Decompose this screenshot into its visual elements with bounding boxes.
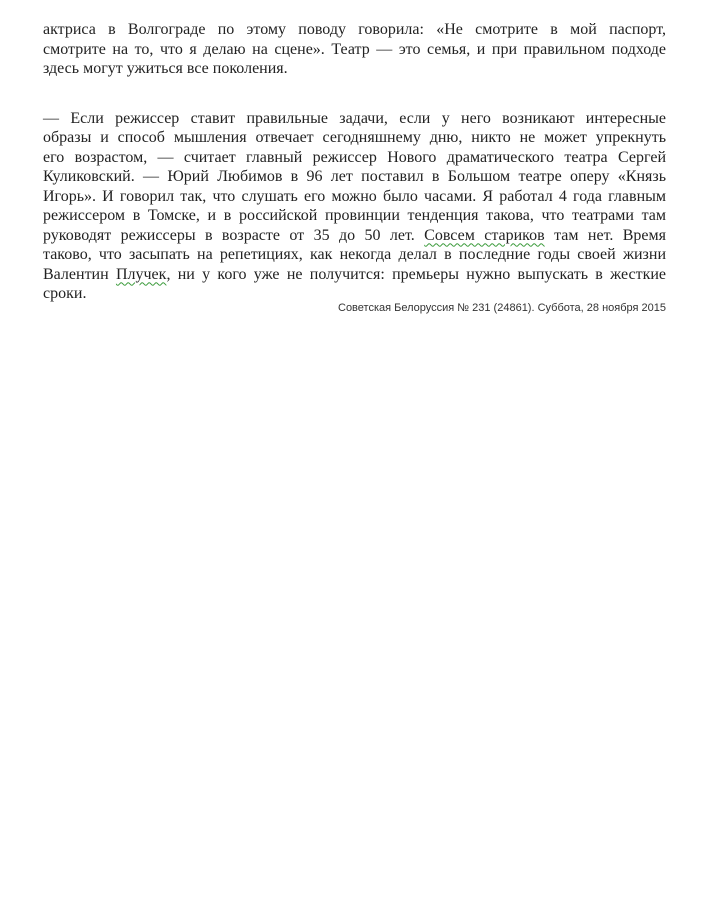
paragraph-1-line-2: смотрите на то, что я делаю на сцене». Театр — это семья, и при правильном подходе xyxy=(43,40,666,58)
line-9-text-c: , ни у кого уже не получится: премьеры нужно выпускать в жесткие xyxy=(166,265,667,283)
paragraph-2-line-8: таково, что засыпать на репетициях, как некогда делал в последние годы своей жизни xyxy=(43,246,666,263)
paragraph-2-line-9 xyxy=(43,265,666,285)
paragraph-2-line-4: Куликовский. — Юрий Любимов в 96 лет поставил в Большом театре оперу «Князь xyxy=(43,168,666,185)
paragraph-spacer xyxy=(43,79,666,109)
paragraph-2-line-2: образы и способ мышления отвечает сегодняшнему дню, никто не может упрекнуть xyxy=(43,129,666,146)
source-citation: Советская Белоруссия № 231 (24861). Суббота, 28 ноября 2015 xyxy=(338,302,666,314)
paragraph-2 xyxy=(43,109,666,304)
paragraph-1 xyxy=(43,20,666,79)
paragraph-2-line-3: его возрастом, — считает главный режиссер Нового драматического театра Сергей xyxy=(43,148,666,166)
paragraph-1-line-3: здесь могут ужиться все поколения. xyxy=(43,60,288,77)
paragraph-2-line-6: режиссером в Томске, и в российской провинции тенденция такова, что театрами там xyxy=(43,207,666,224)
paragraph-2-line-1: — Если режиссер ставит правильные задачи, если у него возникают интересные xyxy=(43,109,666,127)
paragraph-2-line-10: сроки. xyxy=(43,285,87,302)
line-7-text-c: там нет. Время xyxy=(544,226,667,244)
paragraph-2-line-7 xyxy=(43,226,666,246)
line-9-text-a: Валентин xyxy=(43,265,116,283)
line-7-text-a: руководят режиссеры в возрасте от 35 до 50 лет. xyxy=(43,226,425,244)
document-page xyxy=(43,20,666,304)
spellcheck-flagged-phrase[interactable]: Совсем стариков xyxy=(424,226,545,244)
spellcheck-flagged-word[interactable]: Плучек xyxy=(115,265,167,283)
paragraph-2-line-5: Игорь». И говорил так, что слушать его можно было часами. Я работал 4 года главным xyxy=(43,187,666,205)
paragraph-1-line-1: актриса в Волгограде по этому поводу говорила: «Не смотрите в мой паспорт, xyxy=(43,21,666,38)
